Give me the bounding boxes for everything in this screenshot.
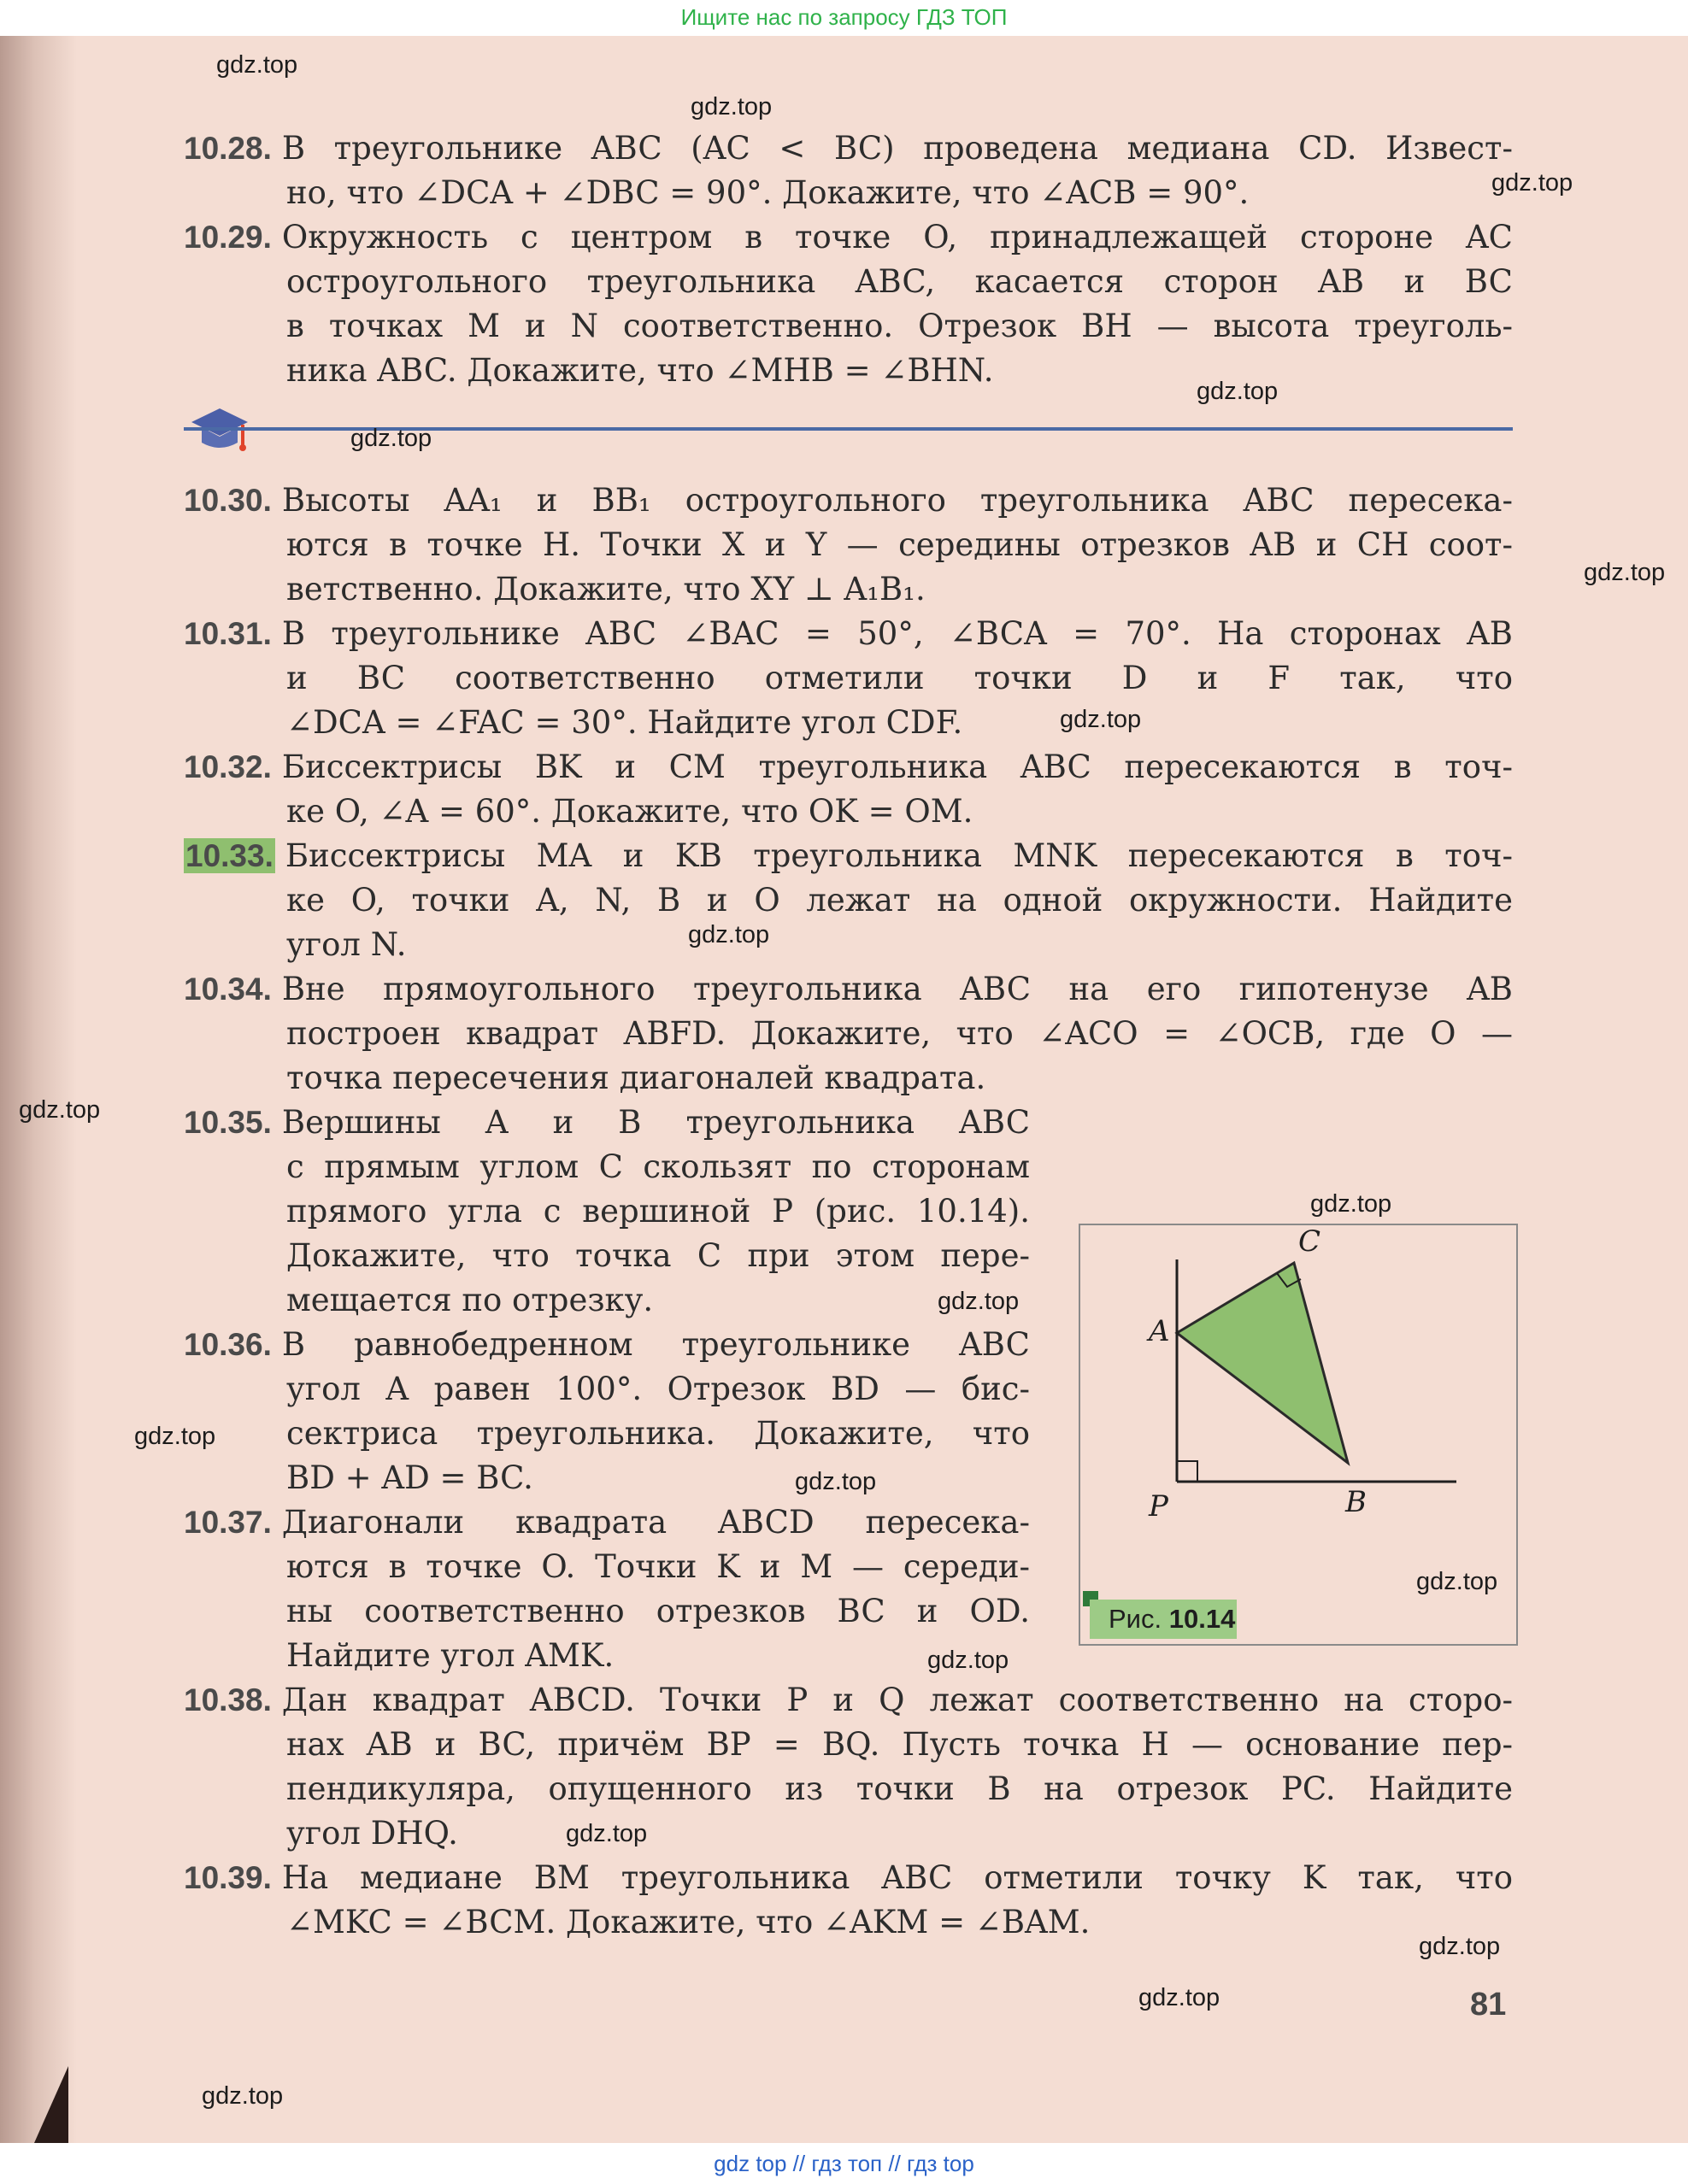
problem-line: с прямым углом C скользят по сторонам (286, 1148, 1030, 1185)
problem-number: 10.36. (184, 1327, 272, 1362)
problem-line: остроугольного треугольника ABC, касается сторон AB и BC (286, 263, 1513, 300)
watermark: gdz.top (216, 51, 298, 79)
problem-line: ются в точке O. Точки K и M — середи- (286, 1548, 1030, 1585)
problem-10-29 (184, 215, 1513, 393)
watermark: gdz.top (1060, 706, 1142, 733)
problem-line: в точках M и N соответственно. Отрезок BH — высота треуголь- (286, 308, 1513, 344)
problem-line: ника ABC. Докажите, что ∠MHB = ∠BHN. (286, 352, 994, 389)
figure-caption-prefix: Рис. (1109, 1604, 1162, 1634)
problem-line: ются в точке H. Точки X и Y — середины отрезков AB и CH соот- (286, 526, 1513, 563)
problem-line: пендикуляра, опущенного из точки B на отрезок PC. Найдите (286, 1770, 1513, 1807)
top-banner (0, 0, 1688, 36)
problem-line: Докажите, что точка C при этом пере- (286, 1237, 1030, 1274)
problem-line: Высоты AA₁ и BB₁ остроугольного треугольника ABC пересека- (281, 482, 1513, 519)
watermark: gdz.top (19, 1096, 101, 1124)
label-c: C (1298, 1225, 1321, 1259)
problem-line: сектриса треугольника. Докажите, что (286, 1415, 1030, 1452)
problem-line: построен квадрат ABFD. Докажите, что ∠ACO = ∠OCB, где O — (286, 1015, 1513, 1052)
problem-line: угол N. (286, 926, 407, 963)
problem-line: нах AB и BC, причём BP = BQ. Пусть точка H — основание пер- (286, 1726, 1513, 1763)
problem-line: ветственно. Докажите, что XY ⊥ A₁B₁. (286, 571, 926, 608)
problem-line: Биссектрисы BK и CM треугольника ABC пересекаются в точ- (281, 749, 1513, 785)
problem-number: 10.35. (184, 1105, 272, 1140)
problem-line: ∠MKC = ∠BCM. Докажите, что ∠AKM = ∠BAM. (286, 1904, 1091, 1940)
problem-number-highlighted: 10.33. (185, 838, 273, 873)
problem-line: и BC соответственно отметили точки D и F так, что (286, 660, 1513, 696)
problem-10-30 (184, 478, 1513, 612)
watermark: gdz.top (1138, 1984, 1220, 2011)
problem-line: угол A равен 100°. Отрезок BD — бис- (286, 1371, 1030, 1407)
problem-10-34 (184, 967, 1513, 1101)
page-number: 81 (1470, 1987, 1507, 2023)
label-b: B (1345, 1485, 1367, 1519)
problem-line: BD + AD = BC. (286, 1459, 533, 1496)
watermark: gdz.top (202, 2082, 284, 2110)
watermark: gdz.top (688, 921, 770, 948)
problem-line: мещается по отрезку. (286, 1282, 654, 1318)
watermark: gdz.top (691, 93, 773, 120)
watermark: gdz.top (1419, 1933, 1501, 1960)
problem-10-38 (184, 1678, 1513, 1856)
problem-number: 10.32. (184, 749, 272, 784)
problem-line: Дан квадрат ABCD. Точки P и Q лежат соответственно на сторо- (281, 1682, 1513, 1718)
problem-line: В равнобедренном треугольнике ABC (281, 1326, 1030, 1363)
watermark: gdz.top (1584, 559, 1666, 586)
problem-line: ке O, точки A, N, B и O лежат на одной окружности. Найдите (286, 882, 1513, 919)
problem-number: 10.29. (184, 220, 272, 255)
problem-line: Найдите угол AMK. (286, 1637, 615, 1674)
figure-caption-number: 10.14 (1168, 1604, 1236, 1634)
problem-line: ке O, ∠A = 60°. Докажите, что OK = OM. (286, 793, 973, 830)
problem-number: 10.37. (184, 1505, 272, 1540)
problem-line: Окружность с центром в точке O, принадлежащей стороне AC (281, 219, 1513, 255)
problem-line: но, что ∠DCA + ∠DBC = 90°. Докажите, что ∠ACB = 90°. (286, 174, 1250, 211)
problem-number: 10.31. (184, 616, 272, 651)
problem-10-36 (184, 1323, 1030, 1500)
problem-line: Вне прямоугольного треугольника ABC на его гипотенузе AB (281, 971, 1513, 1007)
footer-links (0, 2143, 1688, 2184)
problem-number: 10.39. (184, 1860, 272, 1895)
figure-caption (1090, 1600, 1237, 1639)
watermark: gdz.top (566, 1820, 648, 1847)
problem-10-28 (184, 126, 1513, 215)
problem-number: 10.34. (184, 972, 272, 1007)
watermark: gdz.top (134, 1423, 216, 1450)
graduation-cap-icon (190, 402, 250, 461)
problem-10-37 (184, 1500, 1030, 1678)
problem-line: ны соответственно отрезков BC и OD. (286, 1593, 1030, 1629)
problem-line: угол DHQ. (286, 1815, 458, 1852)
problem-number: 10.38. (184, 1682, 272, 1717)
problem-line: Диагонали квадрата ABCD пересека- (281, 1504, 1030, 1541)
label-p: P (1149, 1489, 1168, 1524)
triangle-abc (1177, 1263, 1348, 1463)
problem-10-31 (184, 612, 1513, 745)
problem-line: точка пересечения диагоналей квадрата. (286, 1060, 986, 1096)
page-spine-shadow (0, 36, 77, 2143)
watermark: gdz.top (1491, 169, 1573, 197)
problem-number: 10.30. (184, 483, 272, 518)
watermark: gdz.top (1197, 378, 1279, 405)
problem-number: 10.28. (184, 131, 272, 166)
problem-10-33 (184, 834, 1513, 967)
watermark: gdz.top (938, 1288, 1020, 1315)
watermark: gdz.top (350, 425, 432, 452)
watermark: gdz.top (795, 1468, 877, 1495)
watermark: gdz.top (927, 1647, 1009, 1674)
right-angle-mark-p (1177, 1461, 1197, 1482)
problem-10-35 (184, 1101, 1030, 1323)
problem-10-39 (184, 1856, 1513, 1945)
problem-line: В треугольнике ABC ∠BAC = 50°, ∠BCA = 70°. На сторонах AB (281, 615, 1513, 652)
footer-links-text[interactable]: gdz top // гдз топ // гдз top (714, 2151, 974, 2176)
problem-line: Вершины A и B треугольника ABC (281, 1104, 1030, 1141)
problem-line: На медиане BM треугольника ABC отметили точку K так, что (281, 1859, 1513, 1896)
problem-10-32 (184, 745, 1513, 834)
problem-line: Биссектрисы MA и KB треугольника MNK пересекаются в точ- (285, 837, 1513, 874)
problem-line: прямого угла с вершиной P (рис. 10.14). (286, 1193, 1030, 1230)
watermark: gdz.top (1310, 1190, 1392, 1218)
problem-line: В треугольнике ABC (AC < BC) проведена медиана CD. Извест- (281, 130, 1513, 167)
banner-text: Ищите нас по запросу ГДЗ ТОП (680, 4, 1008, 30)
watermark: gdz.top (1416, 1568, 1498, 1595)
label-a: A (1149, 1314, 1170, 1348)
page-corner-shadow (34, 2066, 68, 2143)
problem-line: ∠DCA = ∠FAC = 30°. Найдите угол CDF. (286, 704, 963, 741)
